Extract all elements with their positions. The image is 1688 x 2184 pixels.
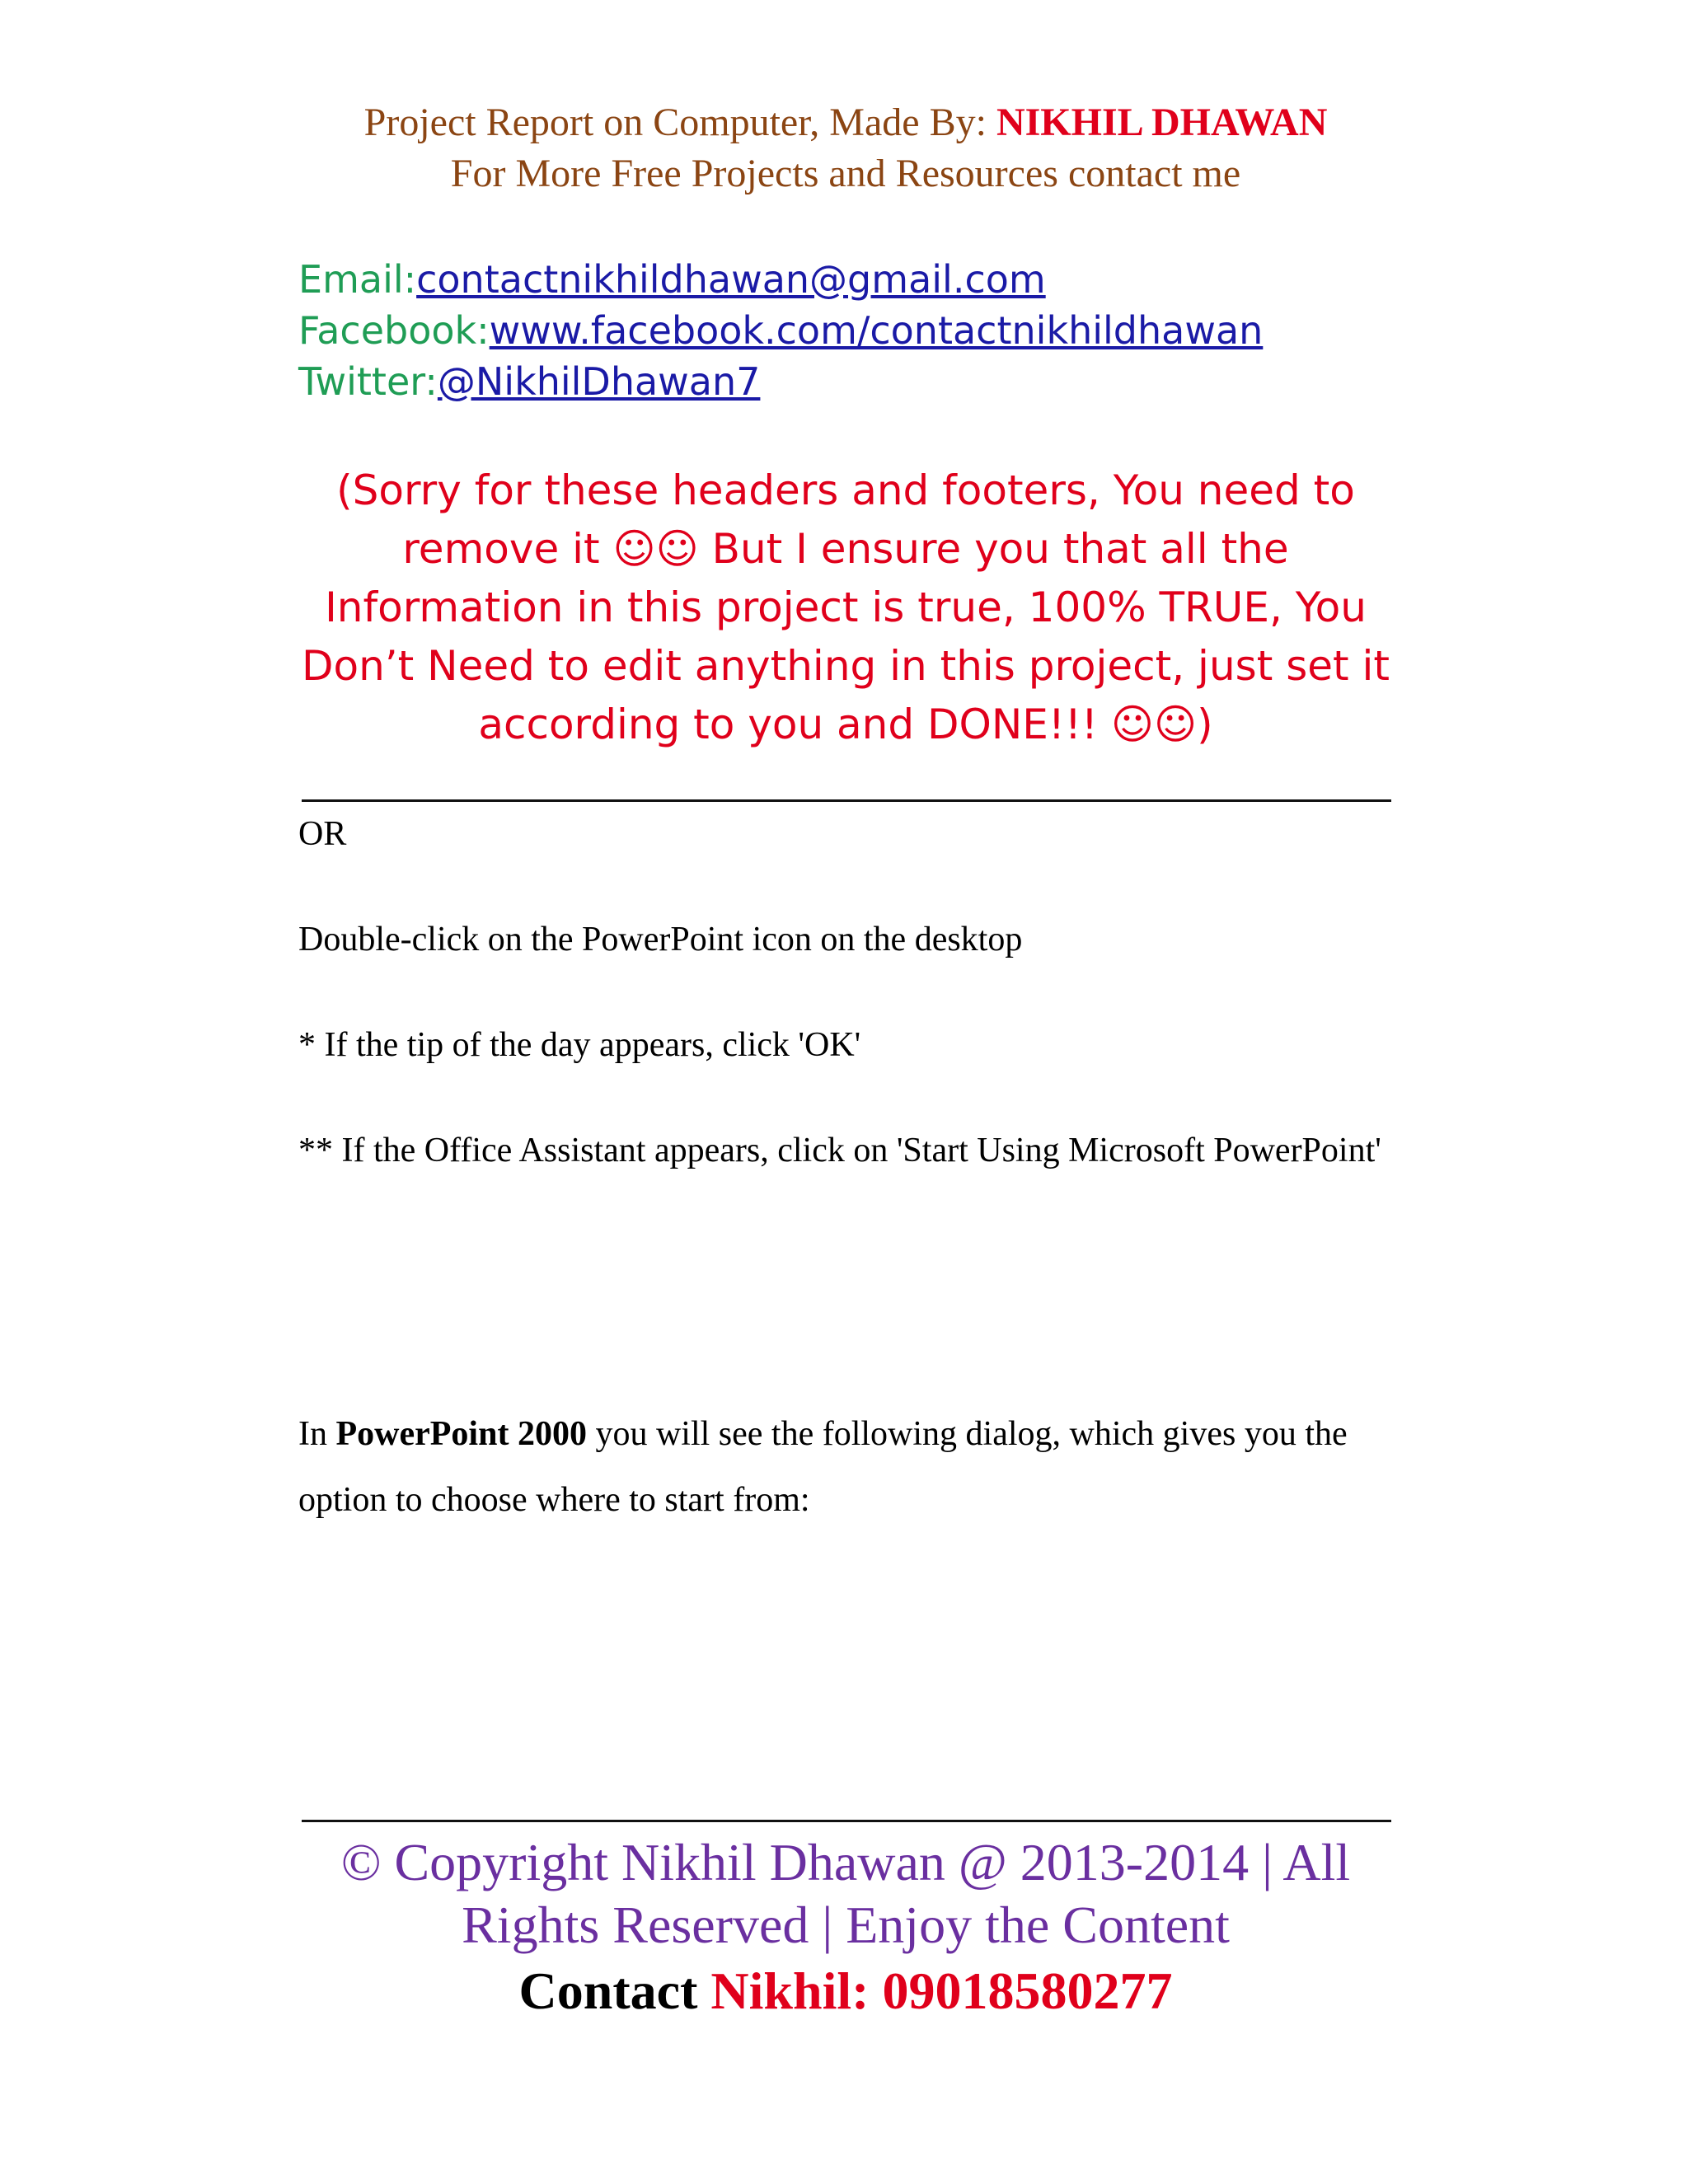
- facebook-link[interactable]: www.facebook.com/contactnikhildhawan: [489, 308, 1264, 353]
- facebook-label: Facebook:: [298, 308, 490, 353]
- paragraph-double-click: Double-click on the PowerPoint icon on the desktop: [298, 921, 1023, 958]
- facebook-line: [298, 305, 1393, 356]
- author-name: NIKHIL DHAWAN: [996, 101, 1328, 144]
- header-line-2: For More Free Projects and Resources contact me: [450, 152, 1241, 195]
- twitter-line: [298, 356, 1393, 407]
- footer-contact-prefix: Contact: [518, 1961, 711, 2020]
- twitter-link[interactable]: @NikhilDhawan7: [437, 359, 761, 404]
- header-line-1: [298, 97, 1393, 148]
- pp2000-prefix: In: [298, 1415, 336, 1453]
- footer-contact: [298, 1960, 1393, 2022]
- footer-divider: [302, 1820, 1391, 1822]
- footer-copyright: © Copyright Nikhil Dhawan @ 2013-2014 | All Rights Reserved | Enjoy the Content: [340, 1833, 1351, 1954]
- email-line: [298, 254, 1393, 305]
- footer-contact-phone: Nikhil: 09018580277: [710, 1961, 1173, 2020]
- paragraph-tip: * If the tip of the day appears, click 'OK': [298, 1026, 861, 1064]
- header-title: Project Report on Computer, Made By:: [363, 101, 996, 144]
- paragraph-or: OR: [298, 815, 347, 853]
- email-label: Email:: [298, 257, 417, 302]
- twitter-label: Twitter:: [298, 359, 438, 404]
- contact-block: [298, 254, 1393, 407]
- paragraph-office-assistant: ** If the Office Assistant appears, click on 'Start Using Microsoft PowerPoint': [298, 1132, 1381, 1169]
- email-link[interactable]: contactnikhildhawan@gmail.com: [416, 257, 1046, 302]
- paragraph-powerpoint-2000: [298, 1401, 1393, 1533]
- page-header: [298, 97, 1393, 199]
- pp2000-bold: PowerPoint 2000: [335, 1415, 587, 1453]
- pp2000-suffix: you will see the following dialog, which gives you the option to choose where to start from:: [298, 1415, 1348, 1519]
- notice-text: (Sorry for these headers and footers, You need to remove it ☺☺ But I ensure you that all the Information in this project is true, 100% TRUE, You Don’t Need to edit anything in this project, just set it according to you and DONE!!! ☺☺): [302, 466, 1390, 748]
